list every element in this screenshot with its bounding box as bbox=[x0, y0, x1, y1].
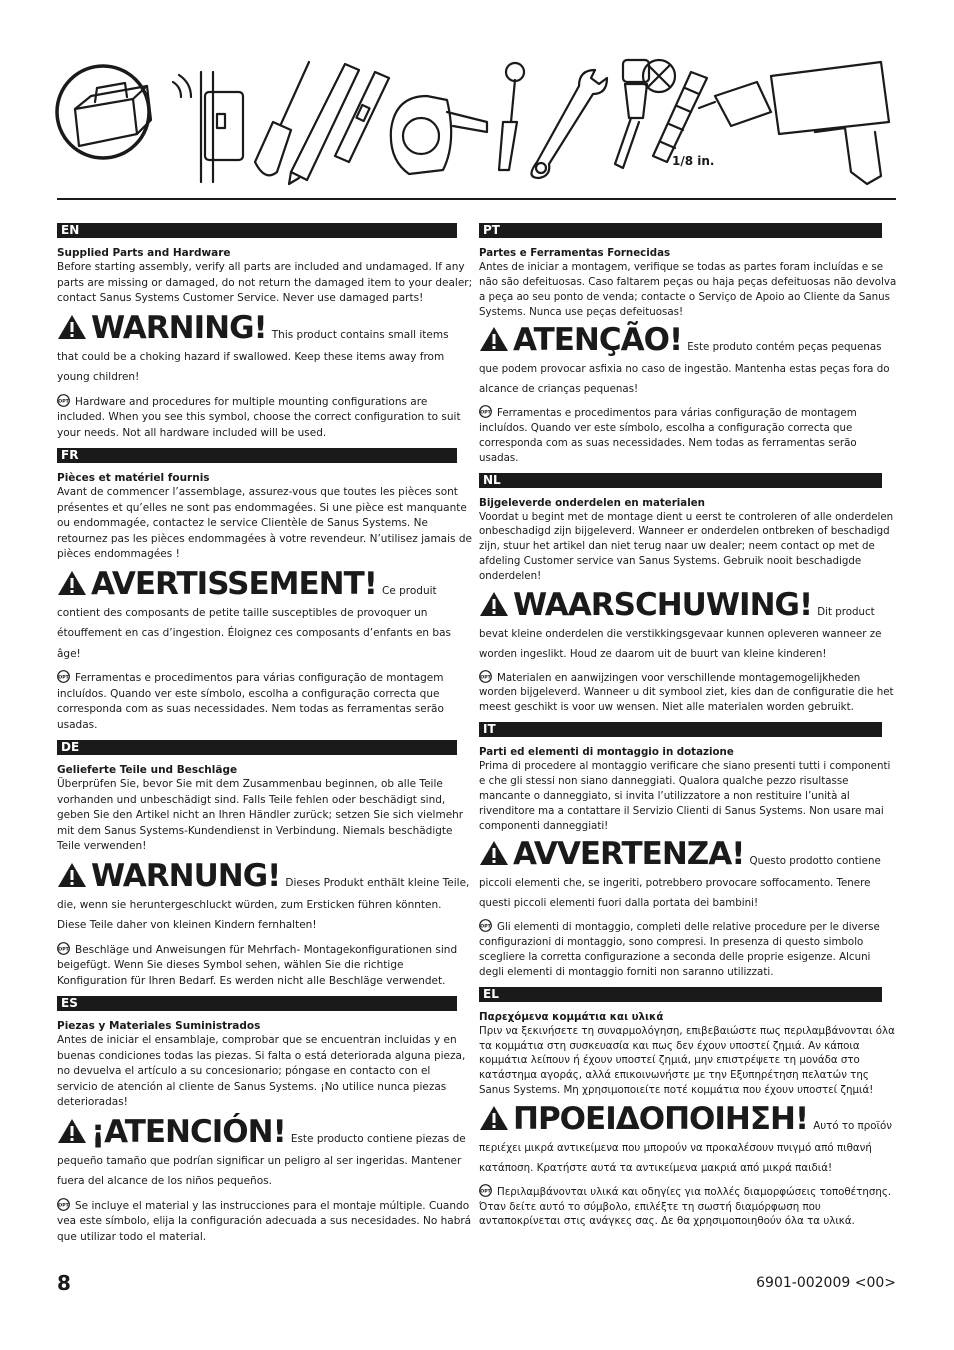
supplied-parts-title: Gelieferte Teile und Beschläge bbox=[57, 764, 238, 776]
options-note-text: Ferramentas e procedimentos para várias configuração de montagem incluídos. Quando ver este símbolo, escolha a configuração correcta que corresponda com as suas necessidades. Nem todas as ferramentas serão usadas. bbox=[57, 672, 444, 731]
top-divider bbox=[57, 198, 896, 200]
warning-block bbox=[57, 1115, 473, 1190]
warning-triangle-icon bbox=[479, 591, 509, 617]
drill-bit-size-label: 1/8 in. bbox=[672, 154, 715, 168]
options-symbol-icon bbox=[479, 670, 492, 683]
language-bar bbox=[57, 223, 457, 238]
supplied-parts-text: Voordat u begint met de montage dient u eerst te controleren of alle onderdelen onbeschadigd zijn bijgeleverd. Wanneer er onderdelen ontbreken of beschadigd zijn, stuur het artikel dan niet terug naar uw dealer; neem contact op met de afdeling Customer service van Sanus Systems. Gebruik nooit beschadigde onderdelen! bbox=[479, 510, 894, 583]
warning-text: Dit product bevat kleine onderdelen die verstikkingsgevaar kunnen opleveren wanneer ze worden ingeslikt. Houd ze daarom uit de buurt van kleine kinderen! bbox=[479, 605, 882, 660]
svg-text:OPT: OPT bbox=[58, 946, 69, 952]
page-number: 8 bbox=[57, 1271, 71, 1295]
supplied-parts-text: Avant de commencer l’assemblage, assurez-vous que toutes les pièces sont présentes et qu’elles ne sont pas endommagées. Si une pièce est manquante ou endommagée, contactez le service Clientèle de Sanus Systems. Ne retournez pas les pièces endommagées à votre revendeur. N’utilisez jamais de pièces endommagées ! bbox=[57, 486, 472, 560]
language-bar bbox=[479, 223, 882, 238]
right-column bbox=[479, 223, 897, 1236]
warning-block bbox=[57, 859, 473, 934]
language-section bbox=[57, 740, 473, 989]
language-code: DE bbox=[61, 740, 80, 754]
supplied-parts-title: Παρεχόμενα κομμάτια και υλικά bbox=[479, 1010, 664, 1023]
warning-heading: WARNING! bbox=[91, 309, 267, 346]
supplied-parts-title: Piezas y Materiales Suministrados bbox=[57, 1020, 261, 1032]
options-note bbox=[57, 942, 473, 990]
language-bar bbox=[479, 987, 882, 1002]
language-code: EL bbox=[483, 986, 499, 1001]
supplied-parts-text: Antes de iniciar a montagem, verifique se todas as partes foram incluídas e se não são defeituosas. Caso faltarem peças ou haja peças defeituosas não devolva a peça ao seu ponto de venda; contacte o Serviço de Apoio ao Cliente da Sanus Systems. Nunca use peças defeituosas! bbox=[479, 261, 897, 318]
language-section bbox=[479, 473, 897, 716]
document-number: 6901-002009 <00> bbox=[756, 1275, 896, 1291]
language-section bbox=[57, 223, 473, 441]
warning-block bbox=[57, 311, 473, 386]
toolbox-icon bbox=[57, 66, 151, 158]
options-note bbox=[57, 394, 473, 442]
language-bar bbox=[479, 473, 882, 488]
supplied-parts-title: Parti ed elementi di montaggio in dotazione bbox=[479, 746, 734, 759]
options-symbol-icon bbox=[57, 670, 70, 683]
supplied-parts-title: Partes e Ferramentas Fornecidas bbox=[479, 247, 671, 259]
warning-triangle-icon bbox=[57, 570, 87, 596]
svg-text:OPT: OPT bbox=[58, 398, 69, 404]
options-symbol-icon bbox=[479, 405, 492, 418]
warning-heading: ΠΡΟΕΙΔΟΠΟΙΗΣΗ! bbox=[513, 1100, 809, 1137]
options-symbol-icon bbox=[57, 394, 70, 407]
warning-block bbox=[479, 323, 897, 397]
language-section bbox=[57, 996, 473, 1245]
language-code: PT bbox=[483, 223, 500, 237]
tools-illustration bbox=[55, 52, 900, 190]
options-symbol-icon bbox=[57, 1198, 70, 1211]
options-note bbox=[479, 670, 897, 716]
language-code: FR bbox=[61, 448, 79, 462]
svg-text:OPT: OPT bbox=[480, 674, 491, 680]
warning-triangle-icon bbox=[57, 862, 87, 888]
stud-finder-icon bbox=[173, 72, 243, 182]
warning-triangle-icon bbox=[57, 1118, 87, 1144]
warning-triangle-icon bbox=[57, 314, 87, 340]
options-note-text: Gli elementi di montaggio, completi delle relative procedure per le diverse configurazioni di montaggio, sono compresi. In presenza di questo simbolo scegliere la corretta configurazione a seconda delle proprie esigenze. Alcuni degli elementi di montaggio forniti non saranno utilizzati. bbox=[479, 921, 880, 978]
warning-text: Αυτό το προϊόν περιέχει μικρά αντικείμενα που μπορούν να προκαλέσουν πνιγμό από πιθανή κατάποση. Κρατήστε αυτά τα αντικείμενα μακριά από μικρά παιδιά! bbox=[479, 1119, 892, 1174]
warning-triangle-icon bbox=[479, 840, 509, 866]
tape-measure-icon bbox=[391, 96, 487, 174]
warning-text: Dieses Produkt enthält kleine Teile, die, wenn sie heruntergeschluckt würden, zum Ersticken führen könnten. Diese Teile daher von kleinen Kindern fernhalten! bbox=[57, 876, 470, 931]
language-bar bbox=[479, 722, 882, 737]
drill-bit-icon bbox=[653, 72, 707, 162]
language-section bbox=[479, 223, 897, 466]
language-bar bbox=[57, 996, 457, 1011]
options-note bbox=[479, 405, 897, 465]
options-note bbox=[57, 670, 473, 733]
supplied-parts-text: Antes de iniciar el ensamblaje, comprobar que se encuentran incluidas y en buenas condiciones todas las piezas. Si falta o está deteriorada alguna pieza, no devuelva el artículo a su concesionario; póngase en contacto con el servicio de atención al cliente de Sanus Systems. ¡No utilice nunca piezas deterioradas! bbox=[57, 1034, 466, 1108]
options-symbol-icon bbox=[479, 1184, 492, 1197]
options-symbol-icon bbox=[479, 919, 492, 932]
warning-heading: WAARSCHUWING! bbox=[513, 586, 813, 623]
svg-text:OPT: OPT bbox=[480, 924, 491, 930]
language-code: IT bbox=[483, 722, 496, 737]
language-section bbox=[57, 448, 473, 733]
warning-heading: ATENÇÃO! bbox=[513, 322, 683, 359]
options-note-text: Se incluye el material y las instrucciones para el montaje múltiple. Cuando vea este símbolo, elija la configuración adecuada a sus necesidades. No habrá que utilizar todo el material. bbox=[57, 1199, 472, 1243]
warning-heading: ¡ATENCIÓN! bbox=[91, 1113, 286, 1150]
awl-icon bbox=[255, 62, 309, 175]
options-symbol-icon bbox=[57, 942, 70, 955]
options-note bbox=[57, 1198, 473, 1246]
drill-bit-circle-icon bbox=[643, 60, 675, 92]
warning-heading: AVERTISSEMENT! bbox=[91, 565, 377, 602]
supplied-parts-text: Πριν να ξεκινήσετε τη συναρμολόγηση, επιβεβαιώστε πως περιλαμβάνονται όλα τα κομμάτια στη συσκευασία και πως δεν έχουν υποστεί ζημιά. Αν κάποια κομμάτια λείπουν ή έχουν υποστεί ζημιά, μην επιστρέψετε τη μονάδα στο κατάστημα αγοράς, αλλά επικοινωνήστε με την Εξυπηρέτηση πελατών της Sanus Systems. Μη χρησιμοποιείτε ποτέ κομμάτια που έχουν υποστεί ζημιά! bbox=[479, 1024, 895, 1097]
language-code: ES bbox=[61, 996, 78, 1010]
svg-text:OPT: OPT bbox=[480, 410, 491, 416]
language-section bbox=[479, 987, 897, 1230]
language-bar bbox=[57, 448, 457, 463]
warning-block bbox=[57, 567, 473, 663]
warning-triangle-icon bbox=[479, 326, 509, 352]
options-note-text: Ferramentas e procedimentos para várias configuração de montagem incluídos. Quando ver este símbolo, escolha a configuração correcta que corresponda com as suas necessidades. Nem todas as ferramentas serão usadas. bbox=[479, 407, 857, 464]
warning-text: Este producto contiene piezas de pequeño tamaño que podrían significar un peligro al ser ingeridas. Mantener fuera del alcance de los niños pequeños. bbox=[57, 1132, 466, 1187]
options-note bbox=[479, 1184, 897, 1230]
options-note-text: Hardware and procedures for multiple mounting configurations are included. When you see this symbol, choose the correct configuration to suit your needs. Not all hardware included will be used. bbox=[57, 395, 461, 439]
warning-text: Este produto contém peças pequenas que podem provocar asfixia no caso de ingestão. Mantenha estas peças fora do alcance de crianças pequenas! bbox=[479, 341, 890, 396]
language-section bbox=[479, 722, 897, 979]
warning-heading: AVVERTENZA! bbox=[513, 836, 745, 873]
svg-text:OPT: OPT bbox=[58, 1202, 69, 1208]
screwdriver-icon bbox=[499, 63, 524, 170]
warning-block bbox=[479, 588, 897, 662]
warning-text: Questo prodotto contiene piccoli elementi che, se ingeriti, potrebbero provocare soffocamento. Tenere questi piccoli elementi fuori dalla portata dei bambini! bbox=[479, 855, 881, 910]
svg-text:OPT: OPT bbox=[480, 1188, 491, 1194]
warning-heading: WARNUNG! bbox=[91, 857, 281, 894]
options-note-text: Materialen en aanwijzingen voor verschillende montagemogelijkheden worden bijgeleverd. Wanneer u dit symbool ziet, kies dan de configuratie die het meest geschikt is voor uw wensen. Niet alle materialen worden gebruikt. bbox=[479, 671, 894, 714]
supplied-parts-title: Supplied Parts and Hardware bbox=[57, 247, 231, 259]
options-note bbox=[479, 919, 897, 979]
warning-block bbox=[479, 1102, 897, 1176]
supplied-parts-title: Bijgeleverde onderdelen en materialen bbox=[479, 496, 705, 509]
supplied-parts-title: Pièces et matériel fournis bbox=[57, 472, 210, 484]
warning-text: This product contains small items that could be a choking hazard if swallowed. Keep these items away from young children! bbox=[57, 328, 449, 383]
power-drill-icon bbox=[699, 62, 889, 184]
warning-triangle-icon bbox=[479, 1105, 509, 1131]
supplied-parts-text: Überprüfen Sie, bevor Sie mit dem Zusammenbau beginnen, ob alle Teile vorhanden und unbeschädigt sind. Falls Teile fehlen oder beschädigt sind, geben Sie den Artikel nicht an Ihren Händler zurück; setzen Sie sich vielmehr mit dem Sanus Systems-Kundendienst in Verbindung. Niemals beschädigte Teile verwenden! bbox=[57, 778, 464, 852]
language-code: EN bbox=[61, 223, 80, 237]
language-code: NL bbox=[483, 472, 501, 487]
svg-text:OPT: OPT bbox=[58, 675, 69, 681]
wrench-icon bbox=[531, 70, 607, 178]
warning-block bbox=[479, 837, 897, 911]
supplied-parts-text: Prima di procedere al montaggio verificare che siano presenti tutti i componenti e che gli stessi non siano danneggiati. Qualora qualche pezzo risultasse mancante o danneggiato, si invita l’utilizzatore a non restituire l’unità al rivenditore ma a contattare il Servizio Clienti di Sanus Systems. Non usare mai componenti danneggiati! bbox=[479, 760, 891, 832]
language-bar bbox=[57, 740, 457, 755]
options-note-text: Beschläge und Anweisungen für Mehrfach- Montagekonfigurationen sind beigefügt. Wenn Sie dieses Symbol sehen, wählen Sie die richtige Konfiguration für Ihren Bedarf. Es werden nicht alle Beschläge verwendet. bbox=[57, 943, 458, 987]
supplied-parts-text: Before starting assembly, verify all parts are included and undamaged. If any parts are missing or damaged, do not return the damaged item to your dealer; contact Sanus Systems Customer Service. Never use damaged parts! bbox=[57, 261, 473, 304]
level-icon bbox=[335, 72, 389, 162]
left-column bbox=[57, 223, 473, 1252]
warning-text: Ce produit contient des composants de petite taille susceptibles de provoquer un étouffement en cas d’ingestion. Éloignez ces composants d’enfants en bas âge! bbox=[57, 584, 451, 660]
options-note-text: Περιλαμβάνονται υλικά και οδηγίες για πολλές διαμορφώσεις τοποθέτησης. Όταν δείτε αυτό το σύμβολο, επιλέξτε τη σωστή διαμόρφωση που ανταποκρίνεται στις ανάγκες σας. Δε θα χρησιμοποιηθούν όλα τα υλικά. bbox=[479, 1185, 892, 1228]
